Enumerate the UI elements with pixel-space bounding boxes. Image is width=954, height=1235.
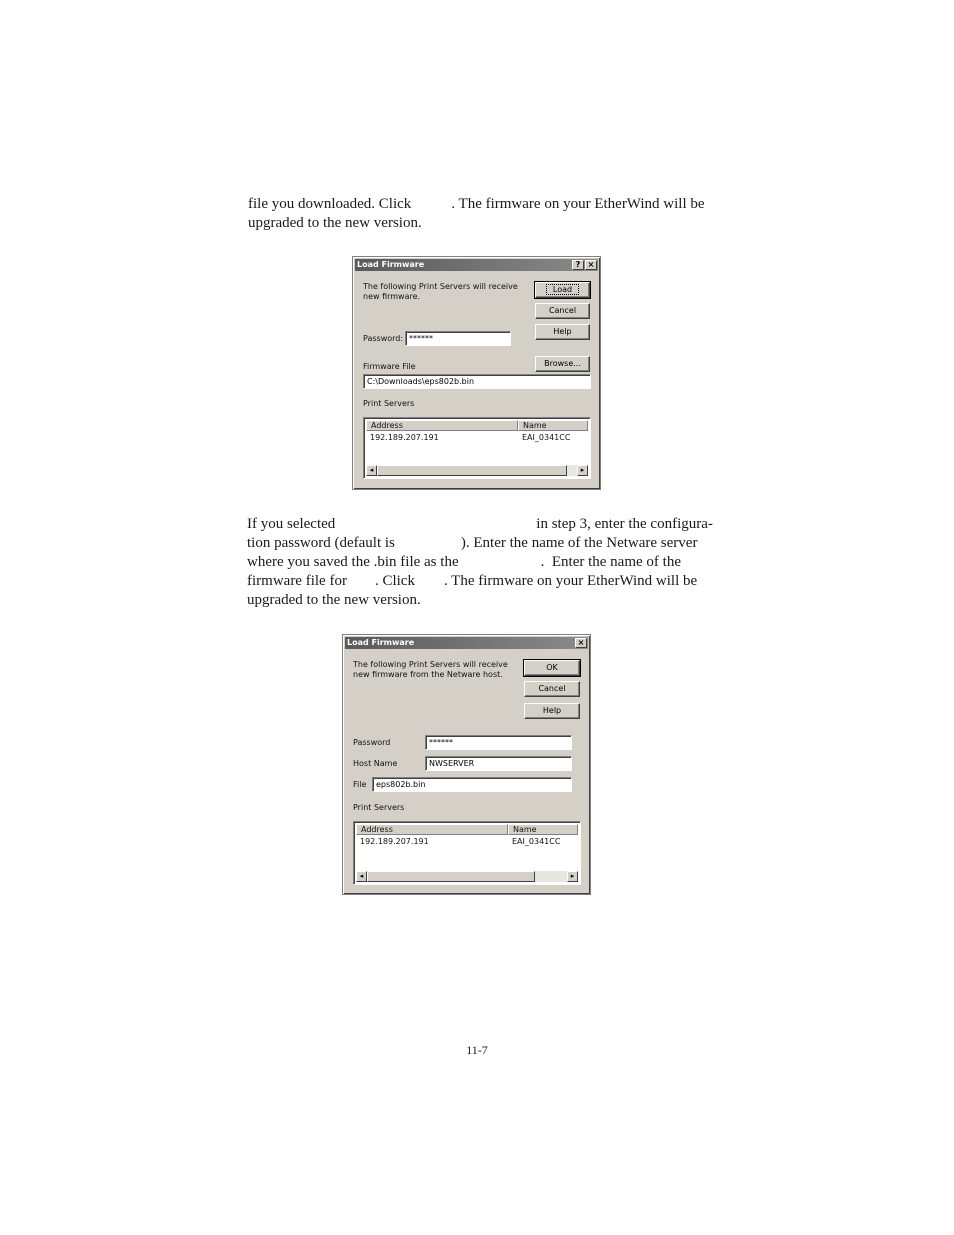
para2-l4-b: . Click — [374, 573, 415, 589]
cancel-button[interactable]: Cancel — [524, 681, 580, 697]
browse-button[interactable]: Browse... — [535, 356, 590, 372]
para2-l5: upgraded to the new version. — [247, 592, 421, 608]
scroll-right-icon[interactable]: ▸ — [577, 465, 588, 476]
scroll-left-icon[interactable]: ◂ — [366, 465, 377, 476]
password-field[interactable]: ****** — [425, 735, 572, 750]
para2-l2-b: ). Enter the name of the Netware server — [460, 535, 698, 551]
close-icon[interactable]: × — [585, 260, 597, 270]
horizontal-scrollbar[interactable] — [356, 871, 578, 882]
paragraph-intro — [248, 195, 728, 233]
page-number: 11-7 — [466, 1043, 488, 1057]
para2-l2-a: tion password (default is — [247, 535, 395, 551]
file-field[interactable]: eps802b.bin — [372, 777, 572, 792]
host-name-field[interactable]: NWSERVER — [425, 756, 572, 771]
para2-l3-b: . Enter the name of the — [540, 554, 681, 570]
load-firmware-dialog-tftp — [352, 256, 601, 490]
para2-l3-a: where you saved the .bin file as the — [247, 554, 459, 570]
horizontal-scrollbar[interactable] — [366, 465, 588, 476]
row-address[interactable]: 192.189.207.191 — [370, 433, 439, 442]
print-servers-list[interactable] — [353, 821, 581, 885]
column-header-address[interactable]: Address — [366, 420, 518, 431]
load-firmware-dialog-netware — [342, 634, 591, 895]
dialog-titlebar — [355, 259, 598, 271]
row-name[interactable]: EAI_0341CC — [512, 837, 561, 846]
ok-button[interactable]: OK — [524, 660, 580, 676]
help-button[interactable]: Help — [524, 703, 580, 719]
firmware-file-field[interactable]: C:\Downloads\eps802b.bin — [363, 374, 591, 389]
para2-l4-a: firmware file for — [247, 573, 347, 589]
close-icon[interactable]: × — [575, 638, 587, 648]
para1-text-b: . The firmware on your EtherWind will be — [451, 196, 705, 212]
help-icon[interactable]: ? — [572, 260, 584, 270]
column-header-address[interactable]: Address — [356, 824, 508, 835]
scroll-thumb[interactable] — [367, 871, 535, 882]
dialog-title: Load Firmware — [347, 638, 415, 647]
print-servers-label: Print Servers — [353, 803, 405, 812]
scroll-right-icon[interactable]: ▸ — [567, 871, 578, 882]
para2-l4-c: . The firmware on your EtherWind will be — [443, 573, 698, 589]
dialog-message: The following Print Servers will receive new firmware. — [363, 282, 518, 301]
file-label: File — [353, 780, 367, 789]
firmware-file-label: Firmware File — [363, 362, 416, 371]
dialog-message: The following Print Servers will receive new firmware from the Netware host. — [353, 660, 508, 679]
dialog-titlebar — [345, 637, 588, 649]
row-name[interactable]: EAI_0341CC — [522, 433, 571, 442]
load-button[interactable]: Load — [535, 282, 590, 298]
password-label: Password — [353, 738, 391, 747]
host-name-label: Host Name — [353, 759, 398, 768]
para2-l1-a: If you selected — [247, 516, 336, 532]
paragraph-netware — [247, 515, 727, 610]
para2-l1-b: in step 3, enter the configura- — [536, 516, 713, 532]
scroll-left-icon[interactable]: ◂ — [356, 871, 367, 882]
password-field[interactable]: ****** — [405, 331, 511, 346]
scroll-thumb[interactable] — [377, 465, 567, 476]
row-address[interactable]: 192.189.207.191 — [360, 837, 429, 846]
password-label: Password: — [363, 334, 404, 343]
column-header-name[interactable]: Name — [518, 420, 588, 431]
column-header-name[interactable]: Name — [508, 824, 578, 835]
print-servers-list[interactable] — [363, 417, 591, 479]
cancel-button[interactable]: Cancel — [535, 303, 590, 319]
para1-text-a: file you downloaded. Click — [248, 196, 412, 212]
help-button[interactable]: Help — [535, 324, 590, 340]
para1-text-line2: upgraded to the new version. — [248, 215, 422, 231]
print-servers-label: Print Servers — [363, 399, 415, 408]
dialog-title: Load Firmware — [357, 260, 425, 269]
